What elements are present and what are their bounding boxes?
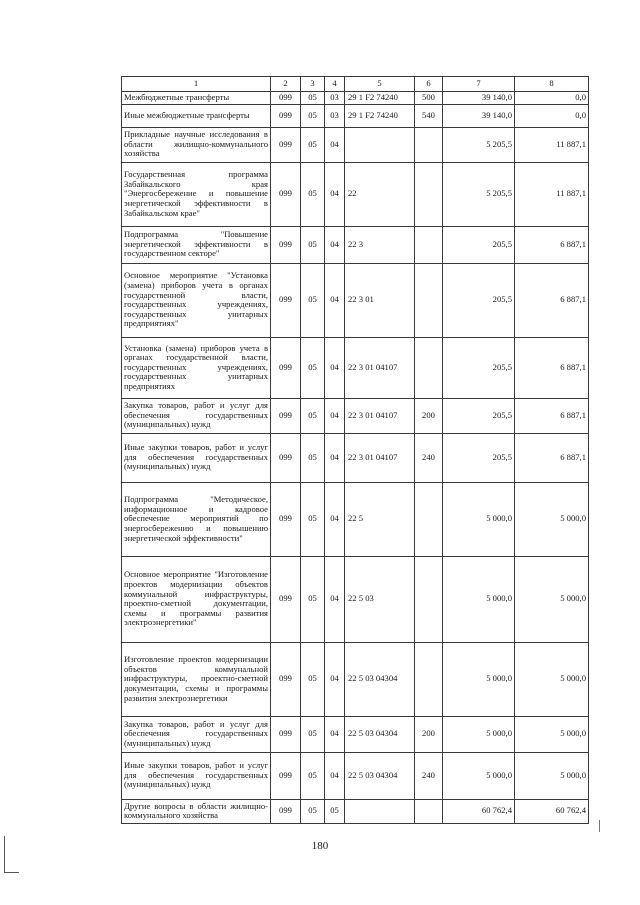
table-row xyxy=(122,162,589,226)
cell-ministry-code: 099 xyxy=(271,127,301,162)
cell-amount-year1: 5 000,0 xyxy=(443,752,515,799)
cell-ministry-code: 099 xyxy=(271,263,301,337)
cell-amount-year1: 5 205,5 xyxy=(443,127,515,162)
cell-subsection: 04 xyxy=(325,226,345,263)
cell-ministry-code: 099 xyxy=(271,398,301,433)
cell-amount-year1: 5 205,5 xyxy=(443,162,515,226)
cell-section: 05 xyxy=(301,127,325,162)
cell-expense-type xyxy=(415,337,443,398)
cell-expense-type: 200 xyxy=(415,398,443,433)
cell-ministry-code: 099 xyxy=(271,162,301,226)
table-header-row xyxy=(122,77,589,92)
cell-amount-year1: 60 762,4 xyxy=(443,799,515,823)
cell-expense-type xyxy=(415,162,443,226)
cell-section: 05 xyxy=(301,752,325,799)
cell-ministry-code: 099 xyxy=(271,92,301,105)
cell-amount-year2: 0,0 xyxy=(515,92,589,105)
cell-ministry-code: 099 xyxy=(271,482,301,556)
cell-ministry-code: 099 xyxy=(271,799,301,823)
cell-section: 05 xyxy=(301,398,325,433)
cell-section: 05 xyxy=(301,162,325,226)
cell-expense-type xyxy=(415,263,443,337)
cell-amount-year2: 6 887,1 xyxy=(515,337,589,398)
cell-target-article: 22 5 03 04304 xyxy=(345,642,415,716)
header-cell: 8 xyxy=(515,77,589,92)
row-name: Другие вопросы в области жилищно-коммунального хозяйства xyxy=(122,799,271,823)
cell-expense-type xyxy=(415,642,443,716)
cell-subsection: 04 xyxy=(325,337,345,398)
budget-table xyxy=(121,76,589,824)
row-name: Установка (замена) приборов учета в органах государственной власти, государственных учреждениях, государственных унитарных предприятиях xyxy=(122,337,271,398)
header-cell: 3 xyxy=(301,77,325,92)
cell-target-article: 22 5 03 04304 xyxy=(345,752,415,799)
row-name: Подпрограмма "Повышение энергетической эффективности в государственном секторе" xyxy=(122,226,271,263)
cell-amount-year2: 6 887,1 xyxy=(515,433,589,482)
cell-amount-year2: 5 000,0 xyxy=(515,482,589,556)
cell-amount-year2: 0,0 xyxy=(515,104,589,127)
cell-target-article: 22 3 xyxy=(345,226,415,263)
cell-target-article: 22 3 01 xyxy=(345,263,415,337)
cell-amount-year1: 5 000,0 xyxy=(443,556,515,642)
row-name: Основное мероприятие "Установка (замена) приборов учета в органах государственной власти, государственных учреждениях, государственных унитарных предприятиях" xyxy=(122,263,271,337)
table-row xyxy=(122,226,589,263)
table-row xyxy=(122,104,589,127)
cell-target-article: 22 5 03 04304 xyxy=(345,716,415,752)
cell-expense-type: 200 xyxy=(415,716,443,752)
cell-expense-type xyxy=(415,556,443,642)
cell-amount-year2: 6 887,1 xyxy=(515,398,589,433)
cell-amount-year1: 5 000,0 xyxy=(443,642,515,716)
cell-ministry-code: 099 xyxy=(271,716,301,752)
cell-ministry-code: 099 xyxy=(271,556,301,642)
cell-expense-type xyxy=(415,482,443,556)
cell-subsection: 04 xyxy=(325,433,345,482)
cell-subsection: 04 xyxy=(325,263,345,337)
table-row xyxy=(122,92,589,105)
cell-expense-type: 540 xyxy=(415,104,443,127)
cell-amount-year1: 39 140,0 xyxy=(443,92,515,105)
cell-amount-year1: 5 000,0 xyxy=(443,482,515,556)
cell-section: 05 xyxy=(301,263,325,337)
cell-target-article xyxy=(345,127,415,162)
header-cell: 1 xyxy=(122,77,271,92)
cell-amount-year1: 205,5 xyxy=(443,433,515,482)
cell-expense-type xyxy=(415,226,443,263)
cell-amount-year1: 205,5 xyxy=(443,226,515,263)
cell-amount-year1: 5 000,0 xyxy=(443,716,515,752)
cell-expense-type: 240 xyxy=(415,752,443,799)
row-name: Государственная программа Забайкальского края "Энергосбережение и повышение энергетической эффективности в Забайкальском крае" xyxy=(122,162,271,226)
cell-amount-year1: 205,5 xyxy=(443,263,515,337)
cell-subsection: 04 xyxy=(325,642,345,716)
cell-section: 05 xyxy=(301,556,325,642)
row-name: Межбюджетные трансферты xyxy=(122,92,271,105)
table-row xyxy=(122,716,589,752)
cell-section: 05 xyxy=(301,433,325,482)
table-row xyxy=(122,799,589,823)
cell-section: 05 xyxy=(301,337,325,398)
cell-target-article: 29 1 F2 74240 xyxy=(345,92,415,105)
cell-subsection: 03 xyxy=(325,104,345,127)
cell-target-article: 22 5 xyxy=(345,482,415,556)
scan-crop-mark xyxy=(4,836,19,873)
cell-amount-year2: 11 887,1 xyxy=(515,127,589,162)
cell-ministry-code: 099 xyxy=(271,752,301,799)
table-row xyxy=(122,642,589,716)
cell-ministry-code: 099 xyxy=(271,337,301,398)
cell-amount-year1: 39 140,0 xyxy=(443,104,515,127)
cell-subsection: 04 xyxy=(325,482,345,556)
cell-section: 05 xyxy=(301,799,325,823)
header-cell: 2 xyxy=(271,77,301,92)
cell-section: 05 xyxy=(301,642,325,716)
cell-amount-year2: 60 762,4 xyxy=(515,799,589,823)
cell-amount-year1: 205,5 xyxy=(443,398,515,433)
cell-target-article xyxy=(345,799,415,823)
header-cell: 7 xyxy=(443,77,515,92)
cell-expense-type xyxy=(415,799,443,823)
header-cell: 4 xyxy=(325,77,345,92)
cell-ministry-code: 099 xyxy=(271,104,301,127)
cell-section: 05 xyxy=(301,482,325,556)
cell-ministry-code: 099 xyxy=(271,226,301,263)
table-row xyxy=(122,752,589,799)
cell-target-article: 22 3 01 04107 xyxy=(345,398,415,433)
table-row xyxy=(122,263,589,337)
cell-target-article: 22 xyxy=(345,162,415,226)
cell-subsection: 04 xyxy=(325,716,345,752)
cell-amount-year2: 5 000,0 xyxy=(515,752,589,799)
table-row xyxy=(122,433,589,482)
cell-target-article: 22 3 01 04107 xyxy=(345,337,415,398)
cell-section: 05 xyxy=(301,226,325,263)
cell-expense-type: 500 xyxy=(415,92,443,105)
row-name: Иные межбюджетные трансферты xyxy=(122,104,271,127)
cell-amount-year2: 5 000,0 xyxy=(515,556,589,642)
cell-section: 05 xyxy=(301,92,325,105)
cell-subsection: 03 xyxy=(325,92,345,105)
cell-amount-year2: 5 000,0 xyxy=(515,716,589,752)
table-row xyxy=(122,337,589,398)
row-name: Иные закупки товаров, работ и услуг для обеспечения государственных (муниципальных) нужд xyxy=(122,433,271,482)
cell-target-article: 22 3 01 04107 xyxy=(345,433,415,482)
cell-amount-year2: 6 887,1 xyxy=(515,263,589,337)
row-name: Основное мероприятие "Изготовление проектов модернизации объектов коммунальной инфраструктуры, проектно-сметной документации, схемы и программы развития электроэнергетики" xyxy=(122,556,271,642)
page-number: 180 xyxy=(311,840,329,852)
cell-amount-year2: 11 887,1 xyxy=(515,162,589,226)
cell-section: 05 xyxy=(301,104,325,127)
cell-expense-type xyxy=(415,127,443,162)
header-cell: 5 xyxy=(345,77,415,92)
cell-subsection: 04 xyxy=(325,162,345,226)
cell-subsection: 04 xyxy=(325,127,345,162)
cell-amount-year1: 205,5 xyxy=(443,337,515,398)
row-name: Закупка товаров, работ и услуг для обеспечения государственных (муниципальных) нужд xyxy=(122,716,271,752)
table-row xyxy=(122,398,589,433)
row-name: Подпрограмма "Методическое, информационное и кадровое обеспечение мероприятий по энергосбережению и повышению энергетической эффективности" xyxy=(122,482,271,556)
cell-ministry-code: 099 xyxy=(271,433,301,482)
cell-expense-type: 240 xyxy=(415,433,443,482)
cell-amount-year2: 6 887,1 xyxy=(515,226,589,263)
row-name: Изготовление проектов модернизации объектов коммунальной инфраструктуры, проектно-сметной документации, схемы и программы развития электроэнергетики xyxy=(122,642,271,716)
cell-section: 05 xyxy=(301,716,325,752)
cell-subsection: 04 xyxy=(325,752,345,799)
header-cell: 6 xyxy=(415,77,443,92)
row-name: Закупка товаров, работ и услуг для обеспечения государственных (муниципальных) нужд xyxy=(122,398,271,433)
scan-margin-tick xyxy=(599,820,600,832)
cell-subsection: 05 xyxy=(325,799,345,823)
cell-amount-year2: 5 000,0 xyxy=(515,642,589,716)
table-row xyxy=(122,482,589,556)
cell-subsection: 04 xyxy=(325,398,345,433)
table-row xyxy=(122,127,589,162)
cell-ministry-code: 099 xyxy=(271,642,301,716)
table-row xyxy=(122,556,589,642)
row-name: Прикладные научные исследования в области жилищно-коммунального хозяйства xyxy=(122,127,271,162)
cell-target-article: 29 1 F2 74240 xyxy=(345,104,415,127)
row-name: Иные закупки товаров, работ и услуг для обеспечения государственных (муниципальных) нужд xyxy=(122,752,271,799)
cell-subsection: 04 xyxy=(325,556,345,642)
cell-target-article: 22 5 03 xyxy=(345,556,415,642)
